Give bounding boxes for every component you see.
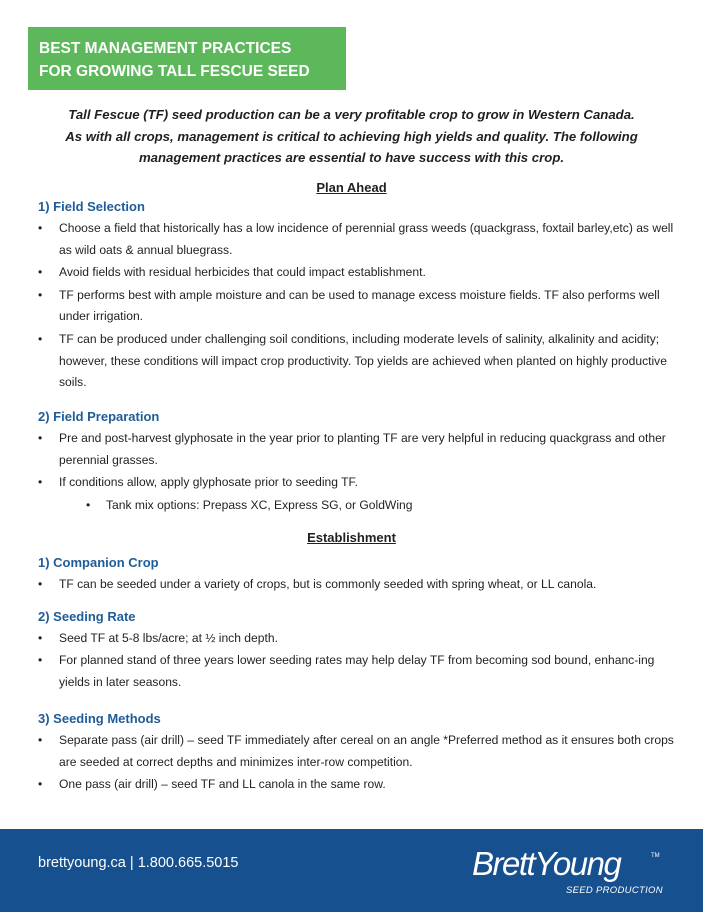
seeding-rate-heading: 2) Seeding Rate (38, 609, 136, 624)
intro-paragraph (30, 104, 673, 169)
seeding-methods-heading: 3) Seeding Methods (38, 711, 161, 726)
seeding-rate-list (34, 628, 674, 695)
list-item: • Separate pass (air drill) – seed TF immediately after cereal on an angle *Preferred method as it ensures both crops are seeded at correct depths and minimizes inter-row competition. (34, 730, 674, 774)
field-selection-list (34, 218, 674, 395)
list-item: • TF can be produced under challenging soil conditions, including moderate levels of salinity, alkalinity and acidity; however, these conditions will impact crop productivity. Top yields are achieved when planted on highly productive soils. (34, 329, 674, 394)
companion-crop-heading: 1) Companion Crop (38, 555, 159, 570)
list-item: • One pass (air drill) – seed TF and LL canola in the same row. (34, 774, 674, 796)
list-item: • Pre and post-harvest glyphosate in the year prior to planting TF are very helpful in reducing quackgrass and other perennial grasses. (34, 428, 674, 472)
field-selection-heading: 1) Field Selection (38, 199, 145, 214)
list-item: • Avoid fields with residual herbicides that could impact establishment. (34, 262, 674, 284)
intro-line-1: Tall Fescue (TF) seed production can be a very profitable crop to grow in Western Canada. (68, 107, 635, 122)
list-item-nested: • Tank mix options: Prepass XC, Express SG, or GoldWing (34, 495, 674, 517)
companion-crop-list (34, 574, 674, 596)
establishment-title: Establishment (307, 530, 396, 545)
title-line-1: BEST MANAGEMENT PRACTICES (39, 40, 292, 57)
list-item: • If conditions allow, apply glyphosate prior to seeding TF. (34, 472, 674, 494)
list-item: • For planned stand of three years lower seeding rates may help delay TF from becoming sod bound, enhanc-ing yields in later seasons. (34, 650, 674, 694)
logo-wordmark: BrettYoung (472, 845, 621, 882)
list-item: • Choose a field that historically has a low incidence of perennial grass weeds (quackgrass, foxtail barley,etc) as well as wild oats & annual bluegrass. (34, 218, 674, 262)
logo-trademark: TM (651, 853, 660, 859)
footer-bar (0, 829, 703, 912)
seeding-methods-list (34, 730, 674, 797)
logo-tagline: SEED PRODUCTION (566, 885, 663, 896)
plan-ahead-title: Plan Ahead (316, 180, 387, 195)
list-item: • TF performs best with ample moisture and can be used to manage excess moisture fields. TF also performs well under irrigation. (34, 285, 674, 329)
title-banner (28, 27, 346, 90)
title-line-2: FOR GROWING TALL FESCUE SEED (39, 63, 310, 80)
intro-line-2: As with all crops, management is critical to achieving high yields and quality. The following (65, 128, 638, 144)
footer-contact: brettyoung.ca | 1.800.665.5015 (38, 855, 239, 871)
field-preparation-list (34, 428, 674, 517)
field-preparation-heading: 2) Field Preparation (38, 409, 160, 424)
brettyoung-logo (470, 845, 670, 901)
list-item: • TF can be seeded under a variety of crops, but is commonly seeded with spring wheat, or LL canola. (34, 574, 674, 596)
list-item: • Seed TF at 5-8 lbs/acre; at ½ inch depth. (34, 628, 674, 650)
intro-line-3: management practices are essential to have success with this crop. (138, 150, 565, 165)
